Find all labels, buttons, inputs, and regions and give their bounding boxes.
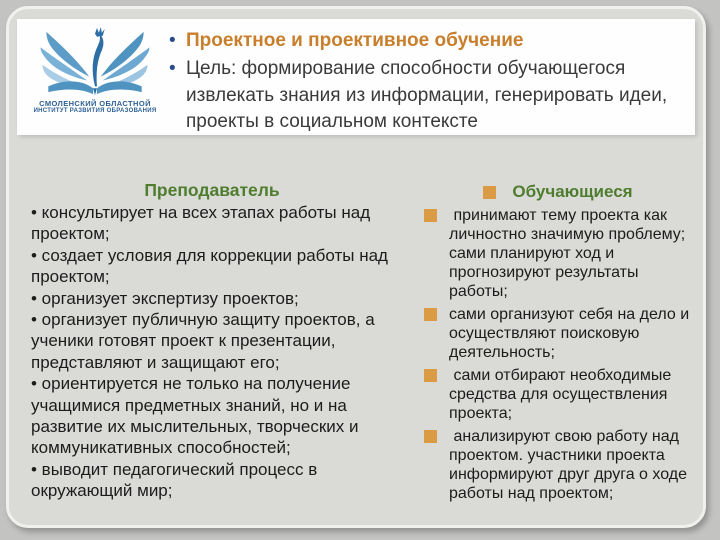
teacher-item: • консультирует на всех этапах работы над проектом; [31,203,371,244]
slide-goal-text: Цель: формирование способности обучающегося извлекать знания из информации, генерировать идеи, проекты в социальном контексте [186,58,668,132]
header-text [169,26,681,136]
header-box [17,19,695,135]
students-heading-row [417,181,699,203]
teacher-items [31,202,393,502]
square-bullet-icon [424,369,437,382]
title-row [169,28,681,54]
teacher-item: • ориентируется не только на получение учащимися предметных знаний, но и на развитие их мыслительных, творческих и коммуникативных способностей; [31,374,359,458]
logo-text-line2: ИНСТИТУТ РАЗВИТИЯ ОБРАЗОВАНИЯ [33,108,157,114]
goal-row [169,56,681,136]
teacher-item: • создает условия для коррекции работы над проектом; [31,245,388,287]
square-bullet-icon [483,186,496,199]
students-item-text: сами отбирают необходимые средства для осуществления проекта; [449,367,676,422]
students-heading: Обучающиеся [512,182,633,201]
students-item-text: анализируют свою работу над проектом. участники проекта информируют друг друга о ходе работы над проектом; [449,428,692,502]
institute-logo [29,24,161,130]
students-column [417,181,699,507]
students-item-text: сами организуют себя на дело и осуществляют поисковую деятельность; [449,306,694,361]
teacher-column [31,179,393,502]
students-item [417,366,699,423]
students-items [417,206,699,503]
square-bullet-icon [424,308,437,321]
square-bullet-icon [424,430,437,443]
students-item-text: принимают тему проекта как личностно значимую проблему; сами планируют ход и прогнозируют результаты работы; [449,207,690,300]
teacher-item: • организует публичную защиту проектов, а ученики готовят проект к презентации, представляют и защищают его; [31,310,375,372]
logo-text-line1: СМОЛЕНСКИЙ ОБЛАСТНОЙ [39,99,151,108]
students-item [417,206,699,301]
teacher-item: • организует экспертизу проектов; [31,288,299,308]
square-bullet-icon [424,209,437,222]
teacher-item: • выводит педагогический процесс в окружающий мир; [31,459,318,501]
teacher-heading: Преподаватель [144,180,280,200]
phoenix-book-logo-icon [35,26,155,98]
students-item [417,305,699,362]
bullet-dot-icon: • [169,30,176,51]
bullet-dot-icon: • [169,58,176,79]
slide-title: Проектное и проективное обучение [186,30,524,51]
presentation-slide [6,6,706,528]
students-item [417,427,699,503]
